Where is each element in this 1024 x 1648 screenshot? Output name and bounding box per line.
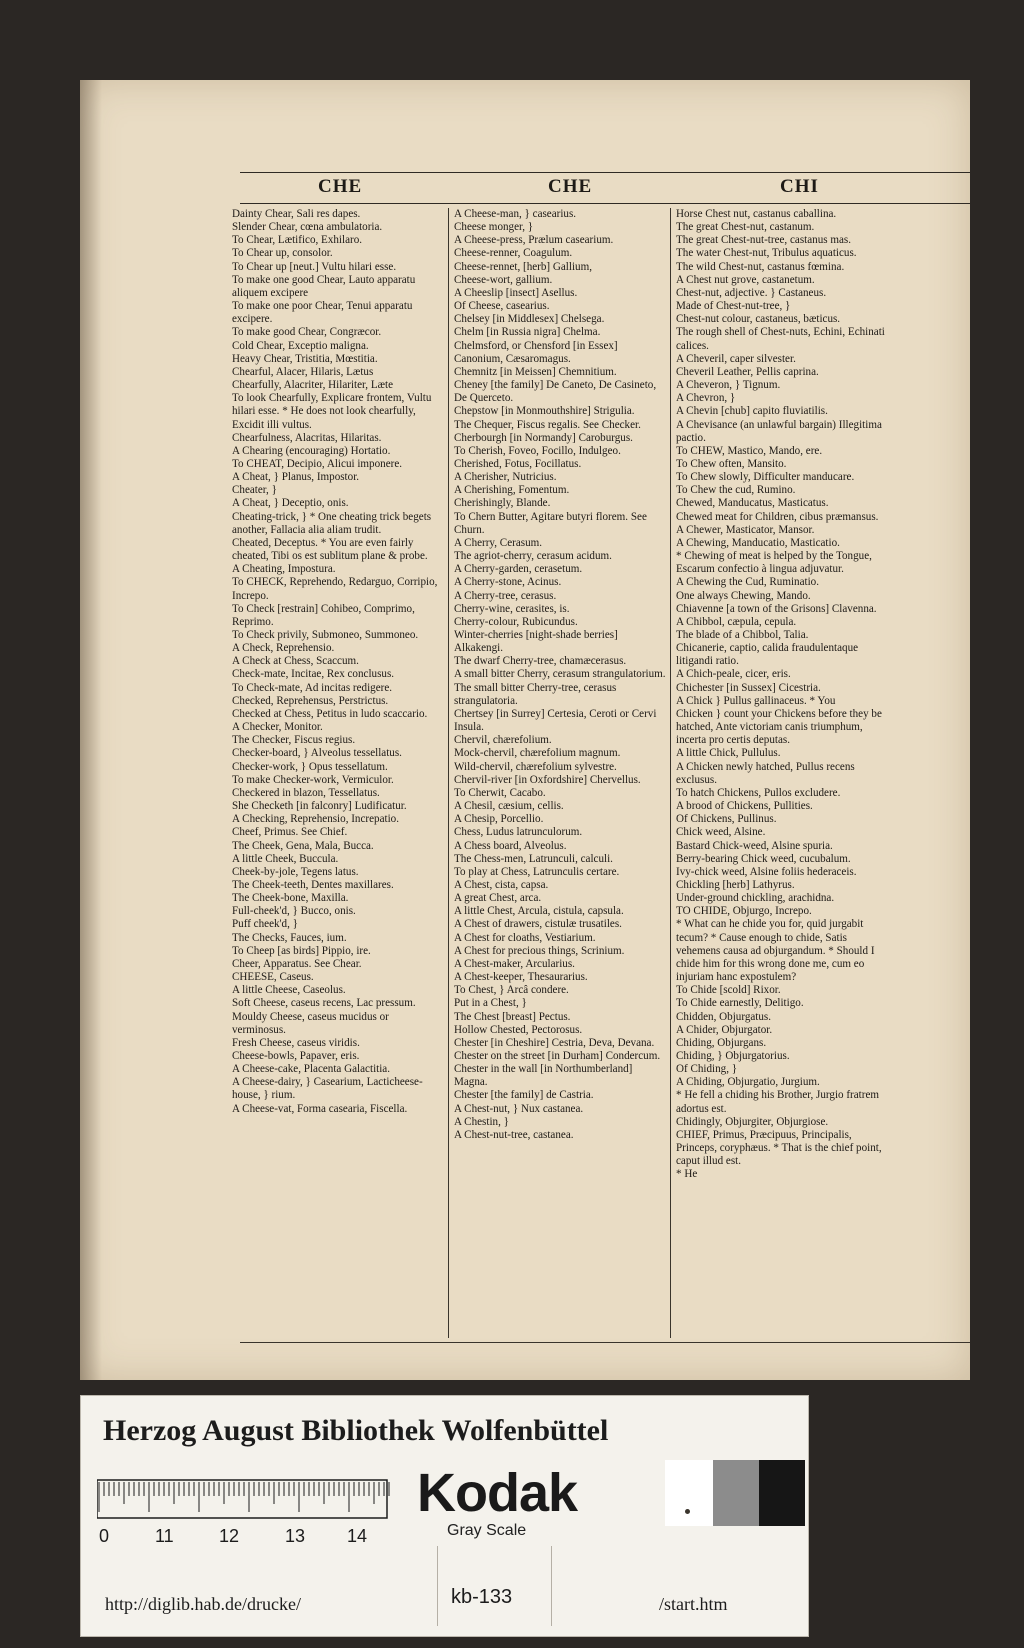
dictionary-entry: Checker-work, } Opus tessellatum. [232,760,388,773]
dictionary-entry: The blade of a Chibbol, Talia. [676,629,809,641]
dictionary-entry: A Cheese-cake, Placenta Galactitia. [232,1063,391,1076]
dictionary-entry: A Cherry-garden, cerasetum. [454,563,583,576]
page-bottom-rule [240,1342,970,1343]
dictionary-entry: Chearful, Alacer, Hilaris, Lætus [232,365,374,378]
gray-scale-patches [665,1460,805,1526]
dictionary-entry: Cheer, Apparatus. See Chear. [232,957,362,970]
dictionary-entry: A Cheese-press, Prælum casearium. [454,234,614,247]
dictionary-entry: A Chest nut grove, castanetum. [676,273,815,286]
dictionary-entry: A great Chest, arca. [454,892,542,905]
dictionary-entry: A Cheeslip [insect] Asellus. [454,286,578,299]
dictionary-entry: To make Checker-work, Vermiculor. [232,773,394,786]
dictionary-entry: A Cheese-dairy, } Casearium, Lacticheese-house, } rium. [232,1076,423,1102]
dictionary-entry: Cheating-trick, } * One cheating trick begets another, Fallacia alia aliam trudit. [232,510,432,536]
dictionary-entry: To Chear up [neut.] Vultu hilari esse. [232,260,397,273]
dictionary-entry: Chiding, } Objurgatorius. [676,1050,790,1062]
dictionary-entry: Chepstow [in Monmouthshire] Strigulia. [454,405,635,418]
dictionary-entry: Put in a Chest, } [454,997,527,1010]
dictionary-entry: To make good Chear, Congræcor. [232,326,382,339]
dictionary-entry: One always Chewing, Mando. [676,589,811,602]
dictionary-entry: A Chest-nut-tree, castanea. [454,1128,574,1141]
column-divider [670,208,671,1338]
dictionary-entry: * He fell a chiding his Brother, Jurgio fratrem adortus est. [676,1089,879,1115]
dictionary-entry: The dwarf Cherry-tree, chamæcerasus. [454,655,627,668]
dictionary-entry: A Check at Chess, Scaccum. [232,655,359,668]
dictionary-entry: A Chevisance (an unlawful bargain) Illegitima pactio. [676,418,882,444]
dictionary-entry: Ivy-chick weed, Alsine foliis hederaceis. [676,865,857,878]
dictionary-entry: A Chich-peale, cicer, eris. [676,668,791,681]
dictionary-entry: Chewed meat for Children, cibus præmansus. [676,510,879,523]
dictionary-entry: The Chequer, Fiscus regalis. See Checker. [454,418,641,431]
dictionary-entry: Checkered in blazon, Tessellatus. [232,786,380,799]
dictionary-entry: Of Cheese, casearius. [454,300,550,313]
dictionary-entry: Chearfully, Alacriter, Hilariter, Læte [232,379,394,392]
dictionary-entry: Checked, Reprehensus, Perstrictus. [232,694,389,707]
book-page [80,80,970,1380]
dictionary-entry: Cheveril Leather, Pellis caprina. [676,365,819,378]
dictionary-entry: Under-ground chickling, arachidna. [676,892,835,905]
dictionary-entry: A little Cheese, Caseolus. [232,984,346,997]
dictionary-entry: Chelsey [in Middlesex] Chelsega. [454,313,605,326]
dictionary-entry: Slender Chear, cœna ambulatoria. [232,221,383,234]
dictionary-entry: A little Chest, Arcula, cistula, capsula. [454,905,624,918]
dictionary-entry: A Cheat, } Deceptio, onis. [232,497,349,510]
dictionary-entry: Cheated, Deceptus. * You are even fairly cheated, Tibi os est sublitum plane & probe. [232,536,428,563]
dictionary-entry: A Chest of drawers, cistulæ trusatiles. [454,918,622,931]
dictionary-entry: The Cheek-bone, Maxilla. [232,892,349,905]
dictionary-entry: Chicanerie, captio, calida fraudulentaque litigandi ratio. [676,642,859,668]
dictionary-entry: A Chest, cista, capsa. [454,878,549,891]
dictionary-entry: Cheef, Primus. See Chief. [232,826,348,839]
dictionary-entry: Mock-chervil, chærefolium magnum. [454,747,621,760]
dictionary-entry: The rough shell of Chest-nuts, Echini, Echinati calices. [676,326,885,352]
dictionary-entry: Cheater, } [232,484,277,497]
dictionary-entry: A Chewer, Masticator, Mansor. [676,523,815,536]
running-headers [240,172,970,204]
dictionary-entry: Made of Chest-nut-tree, } [676,300,791,313]
dot-marker [685,1509,690,1514]
dictionary-entry: Chess, Ludus latrunculorum. [454,826,583,839]
dictionary-entry: Check-mate, Incitae, Rex conclusus. [232,668,395,681]
dictionary-entry: The Checks, Fauces, ium. [232,931,347,944]
dictionary-entry: To Chest, } Arcâ condere. [454,984,569,997]
dictionary-entry: A small bitter Cherry, cerasum strangulatorium. [454,668,666,681]
dictionary-entry: A Chest for precious things, Scrinium. [454,944,625,957]
dictionary-entry: A Chiding, Objurgatio, Jurgium. [676,1076,820,1089]
dictionary-entry: The Chess-men, Latrunculi, calculi. [454,852,613,865]
dictionary-entry: To Chide earnestly, Delitigo. [676,997,804,1010]
dictionary-entry: A Cheveril, caper silvester. [676,352,796,365]
dictionary-entry: The small bitter Cherry-tree, cerasus strangulatoria. [454,681,617,707]
dictionary-entry: A Chewing, Manducatio, Masticatio. [676,536,840,549]
dictionary-entry: The Checker, Fiscus regius. [232,734,356,747]
dictionary-entry: Chichester [in Sussex] Cicestria. [676,681,821,694]
dictionary-entry: Full-cheek'd, } Bucco, onis. [232,905,356,918]
dictionary-entry: To CHEW, Mastico, Mando, ere. [676,444,823,457]
dictionary-entry: To Chew the cud, Rumino. [676,484,796,497]
dictionary-entry: To Chide [scold] Rixor. [676,984,781,997]
dictionary-entry: A Chider, Objurgator. [676,1023,773,1036]
dictionary-entry: A Chearing (encouraging) Hortatio. [232,444,391,457]
dictionary-entry: The great Chest-nut-tree, castanus mas. [676,234,851,247]
gray-patch-mid [713,1460,759,1526]
dictionary-entry: A Cheese-man, } casearius. [454,208,577,220]
dictionary-entry: A Chest-keeper, Thesaurarius. [454,971,588,984]
dictionary-entry: To look Chearfully, Explicare frontem, Vultu hilari esse. * He does not look chearfully, Excidit illi vultus. [232,392,432,431]
dictionary-entry: To Chew slowly, Difficulter manducare. [676,471,855,484]
dictionary-entry: A Chest-nut, } Nux castanea. [454,1102,584,1115]
dictionary-entry: Chest-nut, adjective. } Castaneus. [676,286,827,299]
dictionary-entry: To make one good Chear, Lauto apparatu aliquem excipere [232,273,416,299]
dictionary-entry: Chester [in Cheshire] Cestria, Deva, Devana. [454,1036,655,1049]
dictionary-entry: A Cheat, } Planus, Impostor. [232,471,360,484]
column-divider [448,208,449,1338]
dictionary-entry: To Chew often, Mansito. [676,457,787,470]
dictionary-entry: Chidingly, Objurgiter, Objurgiose. [676,1115,829,1128]
dictionary-entry: To Check-mate, Ad incitas redigere. [232,681,393,694]
dictionary-entry: Horse Chest nut, castanus caballina. [676,208,837,220]
dictionary-entry: A Chevin [chub] capito fluviatilis. [676,405,828,418]
dictionary-entry: Cheese-wort, gallium. [454,273,553,286]
dictionary-entry: Bastard Chick-weed, Alsine spuria. [676,839,833,852]
library-name: Herzog August Bibliothek Wolfenbüttel [103,1414,609,1447]
dictionary-entry: * What can he chide you for, quid jurgabit tecum? * Cause enough to chide, Satis vehemens causa ad objurgandum. * Should I chide him for this wrong done me, cum eo injuriam hanc expostulem? [676,918,875,984]
dictionary-entry: Chester [the family] de Castria. [454,1089,594,1102]
dictionary-entry: Cheese-renner, Coagulum. [454,247,573,260]
column-middle [454,208,666,1338]
dictionary-entry: The great Chest-nut, castanum. [676,221,815,234]
dictionary-entry: Chewed, Manducatus, Masticatus. [676,497,829,510]
dictionary-entry: The Cheek, Gena, Mala, Bucca. [232,839,374,852]
dictionary-entry: To play at Chess, Latrunculis certare. [454,865,620,878]
dictionary-entry: Fresh Cheese, caseus viridis. [232,1036,360,1049]
dictionary-entry: To Check [restrain] Cohibeo, Comprimo, Reprimo. [232,602,415,628]
dictionary-entry: Cheese monger, } [454,221,534,234]
dictionary-entry: Cheek-by-jole, Tegens latus. [232,865,359,878]
dictionary-entry: Chervil, chærefolium. [454,734,552,747]
header-middle: CHE [548,176,593,197]
column-right [676,208,886,1338]
ruler-numbers [99,1526,399,1550]
page-shadow [80,80,102,1380]
dictionary-entry: To CHEAT, Decipio, Alicui imponere. [232,457,403,470]
gray-patch-black [759,1460,805,1526]
dictionary-entry: To Chear up, consolor. [232,247,333,260]
dictionary-entry: Winter-cherries [night-shade berries] Alkakengi. [454,629,618,655]
dictionary-entry: Chervil-river [in Oxfordshire] Chervellus. [454,773,641,786]
dictionary-entry: Checked at Chess, Petitus in ludo scaccario. [232,707,428,720]
scan-target-card [80,1395,809,1637]
dictionary-entry: Chiding, Objurgans. [676,1036,767,1049]
ruler-number: 0 [99,1526,110,1546]
dictionary-entry: Cherry-colour, Rubicundus. [454,615,578,628]
dictionary-entry: Of Chickens, Pullinus. [676,813,777,826]
dictionary-entry: A Cherry, Cerasum. [454,536,543,549]
dictionary-entry: The water Chest-nut, Tribulus aquaticus. [676,247,857,260]
dictionary-entry: Cheney [the family] De Caneto, De Casineto, De Querceto. [454,379,657,405]
dictionary-entry: * He [676,1168,698,1181]
dictionary-entry: A Cheating, Impostura. [232,563,336,576]
dictionary-entry: The Cheek-teeth, Dentes maxillares. [232,878,394,891]
dictionary-entry: To Cheep [as birds] Pippio, ire. [232,944,371,957]
dictionary-entry: A brood of Chickens, Pullities. [676,800,813,813]
column-left [232,208,444,1338]
dictionary-entry: Chertsey [in Surrey] Certesia, Ceroti or Cervi Insula. [454,707,657,734]
dictionary-entry: A Chestin, } [454,1115,509,1128]
url-right: /start.htm [659,1594,728,1614]
dictionary-entry: The Chest [breast] Pectus. [454,1010,571,1023]
dictionary-entry: The wild Chest-nut, castanus fœmina. [676,260,845,273]
dictionary-entry: To Cherwit, Cacabo. [454,786,546,799]
dictionary-entry: A Cherishing, Fomentum. [454,484,570,497]
dictionary-entry: Chest-nut colour, castaneus, bæticus. [676,313,841,326]
dictionary-entry: Cheese-rennet, [herb] Gallium, [454,260,593,273]
dictionary-entry: A Chibbol, cæpula, cepula. [676,615,797,628]
dictionary-entry: Soft Cheese, caseus recens, Lac pressum. [232,997,416,1010]
dictionary-entry: She Checketh [in falconry] Ludificatur. [232,800,407,813]
header-left: CHE [318,176,363,197]
dictionary-entry: Dainty Chear, Sali res dapes. [232,208,361,220]
dictionary-entry: Mouldy Cheese, caseus mucidus or verminosus. [232,1010,389,1036]
dictionary-entry: Heavy Chear, Tristitia, Mœstitia. [232,352,378,365]
kodak-logo: Kodak [417,1463,578,1523]
catalog-code: kb-133 [451,1586,513,1608]
dictionary-entry: Chelmsford, or Chensford [in Essex] Canonium, Cæsaromagus. [454,339,618,365]
ruler-number: 11 [155,1526,174,1546]
dictionary-entry: To Chern Butter, Agitare butyri florem. See Churn. [454,510,647,536]
dictionary-entry: A Chest-maker, Arcularius. [454,957,575,970]
measurement-ruler [97,1474,397,1522]
dictionary-entry: Chester in the wall [in Northumberland] Magna. [454,1063,633,1089]
dictionary-entry: To Cherish, Foveo, Focillo, Indulgeo. [454,444,621,457]
dictionary-entry: Cherishingly, Blande. [454,497,551,510]
dictionary-entry: A Chewing the Cud, Ruminatio. [676,576,819,589]
ruler-number: 13 [285,1526,306,1546]
separator [551,1546,552,1626]
dictionary-entry: A little Cheek, Buccula. [232,852,339,865]
ruler-number: 14 [347,1526,368,1546]
dictionary-entry: TO CHIDE, Objurgo, Increpo. [676,905,812,918]
dictionary-entry: A Checking, Reprehensio, Increpatio. [232,813,399,826]
dictionary-entry: A Chick } Pullus gallinaceus. * You [676,694,836,707]
dictionary-entry: A Chevron, } [676,392,736,405]
dictionary-entry: CHEESE, Caseus. [232,971,314,984]
dictionary-entry: Berry-bearing Chick weed, cucubalum. [676,852,851,865]
gray-scale-label: Gray Scale [447,1522,527,1539]
dictionary-entry: To make one poor Chear, Tenui apparatu excipere. [232,300,413,326]
dictionary-entry: A Cherry-tree, cerasus. [454,589,557,602]
dictionary-entry: Checker-board, } Alveolus tessellatus. [232,747,402,760]
dictionary-entry: Chick weed, Alsine. [676,826,766,839]
dictionary-entry: Cheese-bowls, Papaver, eris. [232,1050,360,1062]
dictionary-entry: To Check privily, Submoneo, Summoneo. [232,629,419,641]
dictionary-entry: A Cherry-stone, Acinus. [454,576,562,589]
header-right: CHI [780,176,819,197]
dictionary-entry: A Check, Reprehensio. [232,642,335,655]
dictionary-entry: To hatch Chickens, Pullos excludere. [676,786,841,799]
dictionary-entry: Chearfulness, Alacritas, Hilaritas. [232,431,382,444]
dictionary-entry: Chiavenne [a town of the Grisons] Clavenna. [676,602,877,615]
dictionary-entry: Chelm [in Russia nigra] Chelma. [454,326,601,339]
dictionary-entry: A Chicken newly hatched, Pullus recens exclusus. [676,760,855,786]
dictionary-entry: To Chear, Lætifico, Exhilaro. [232,234,363,247]
dictionary-entry: Of Chiding, } [676,1063,738,1076]
dictionary-entry: Cold Chear, Exceptio maligna. [232,339,369,352]
dictionary-entry: A Checker, Monitor. [232,721,323,734]
dictionary-entry: To CHECK, Reprehendo, Redarguo, Corripio, Increpo. [232,576,438,602]
dictionary-entry: Cherished, Fotus, Focillatus. [454,457,582,470]
ruler-number: 12 [219,1526,240,1546]
dictionary-entry: Hollow Chested, Pectorosus. [454,1023,583,1036]
dictionary-entry: Wild-chervil, chærefolium sylvestre. [454,760,617,773]
dictionary-entry: A Cherisher, Nutricius. [454,471,557,484]
dictionary-entry: A Cheveron, } Tignum. [676,379,781,392]
dictionary-entry: Chidden, Objurgatus. [676,1010,772,1023]
url-left: http://diglib.hab.de/drucke/ [105,1594,301,1614]
dictionary-entry: A Chest for cloaths, Vestiarium. [454,931,596,944]
dictionary-entry: Puff cheek'd, } [232,918,298,931]
dictionary-entry: A Chesip, Porcellio. [454,813,544,826]
dictionary-entry: Cherry-wine, cerasites, is. [454,602,570,615]
dictionary-entry: CHIEF, Primus, Præcipuus, Principalis, Princeps, coryphæus. * That is the chief point, caput illud est. [676,1128,882,1168]
dictionary-entry: A Chess board, Alveolus. [454,839,567,852]
dictionary-entry: The agriot-cherry, cerasum acidum. [454,550,612,563]
dictionary-entry: Chemnitz [in Meissen] Chemnitium. [454,365,617,378]
gray-patch-white [665,1460,713,1526]
dictionary-entry: Chickling [herb] Lathyrus. [676,878,795,891]
dictionary-entry: A Cheese-vat, Forma casearia, Fiscella. [232,1102,408,1115]
separator [437,1546,438,1626]
dictionary-entry: A Chesil, cæsium, cellis. [454,800,564,813]
dictionary-entry: Cherbourgh [in Normandy] Caroburgus. [454,431,633,444]
dictionary-entry: Chicken } count your Chickens before they be hatched, Ante victoriam canis triumphum, incerta pro certis deputas. [676,707,882,747]
dictionary-entry: Chester on the street [in Durham] Condercum. [454,1050,661,1062]
dictionary-entry: * Chewing of meat is helped by the Tongue, Escarum confectio à lingua adjuvatur. [676,550,872,576]
dictionary-entry: A little Chick, Pullulus. [676,747,781,760]
